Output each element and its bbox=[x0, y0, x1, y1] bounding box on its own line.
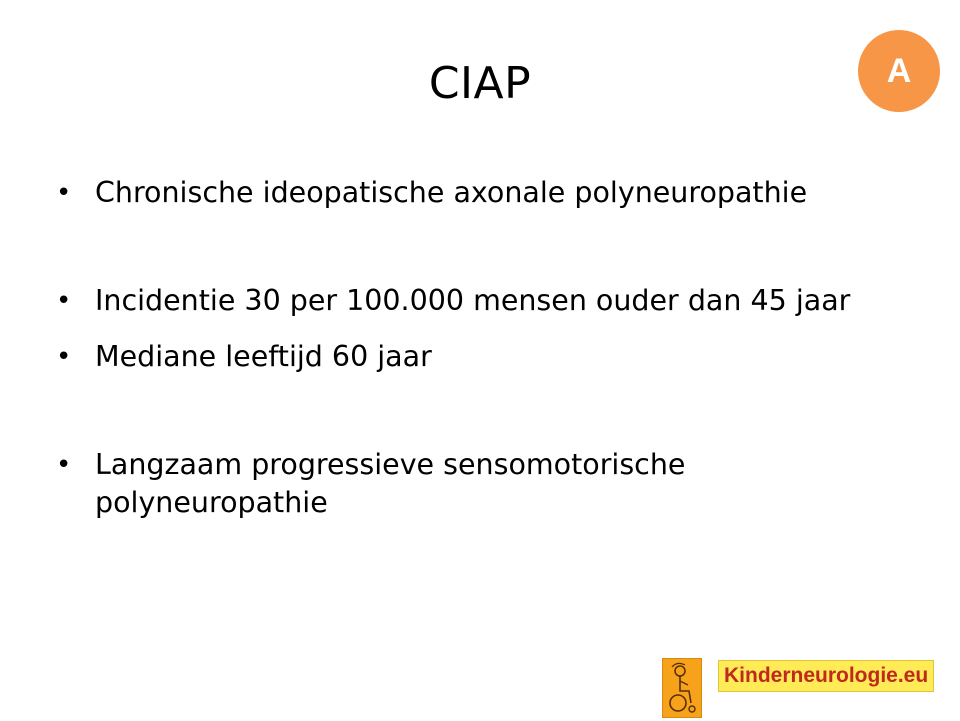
bullet-text: Langzaam progressieve sensomotorische polyneuropathie bbox=[95, 448, 686, 519]
bullet-marker: • bbox=[56, 450, 72, 480]
bullet-text: Chronische ideopatische axonale polyneuropathie bbox=[95, 176, 808, 209]
logo-figure-icon bbox=[662, 658, 702, 718]
logo-text: Kinderneurologie.eu bbox=[718, 660, 934, 692]
bullet-text: Incidentie 30 per 100.000 mensen ouder dan 45 jaar bbox=[95, 284, 851, 317]
bullet-text: Mediane leeftijd 60 jaar bbox=[95, 340, 432, 373]
bullet-list bbox=[56, 174, 926, 522]
slide-title: CIAP bbox=[428, 58, 532, 109]
child-wheelchair-icon bbox=[663, 659, 701, 717]
site-logo bbox=[662, 658, 934, 718]
bullet-item bbox=[56, 446, 926, 522]
bullet-marker: • bbox=[56, 286, 72, 316]
bullet-marker: • bbox=[56, 178, 72, 208]
bullet-marker: • bbox=[56, 342, 72, 372]
bullet-item bbox=[56, 174, 926, 212]
bullet-item bbox=[56, 282, 926, 320]
bullet-item bbox=[56, 338, 926, 376]
section-badge: A bbox=[858, 30, 940, 112]
